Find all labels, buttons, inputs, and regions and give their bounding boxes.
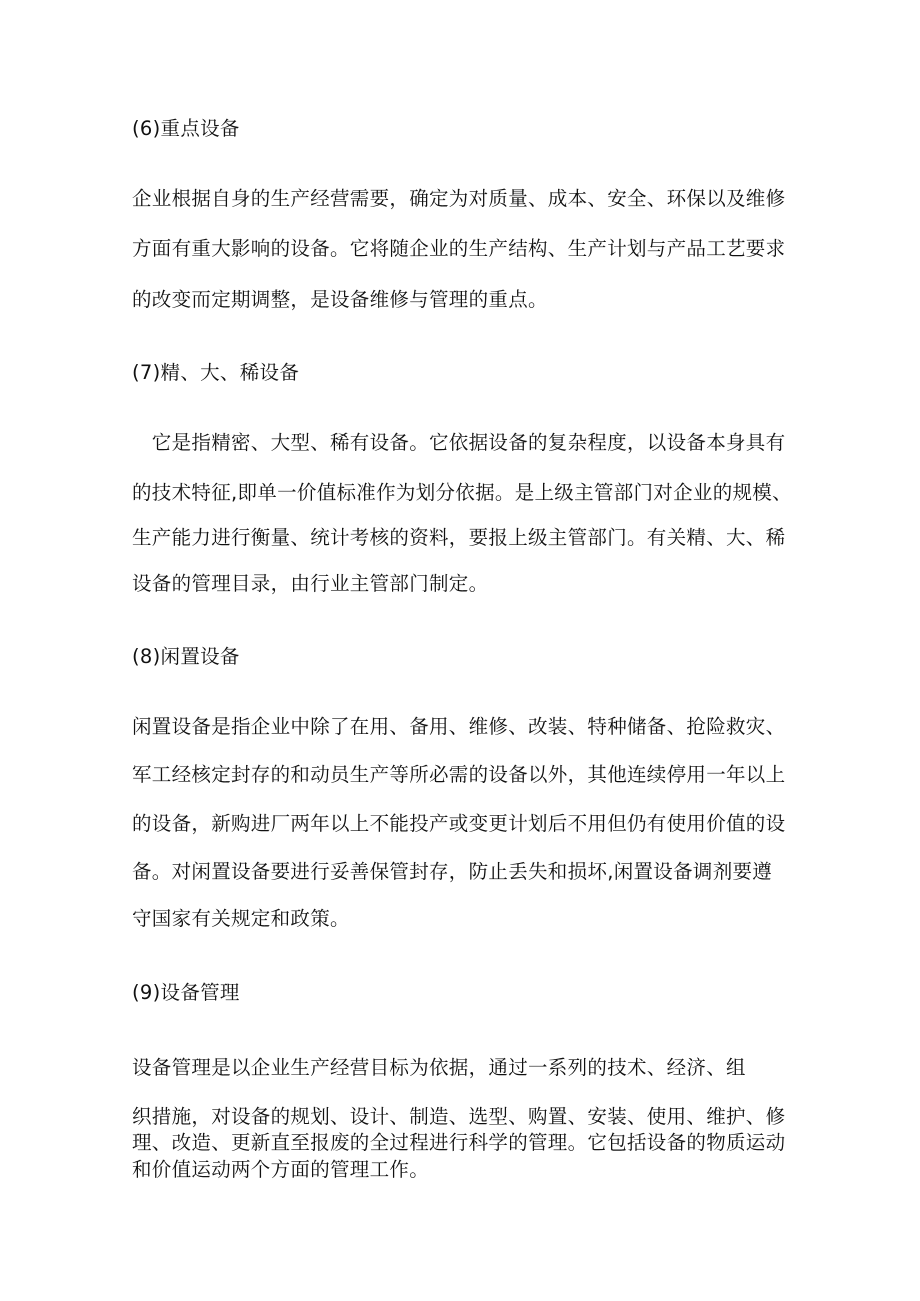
paragraph-line: 的技术特征,即单一价值标准作为划分依据。是上级主管部门对企业的规模、 [132,481,792,504]
paragraph-line: 的设备，新购进厂两年以上不能投产或变更计划后不用但仍有使用价值的设 [132,812,786,835]
section-heading: (9)设备管理 [132,981,240,1004]
paragraph-line: 它是指精密、大型、稀有设备。它依据设备的复杂程度，以设备本身具有 [132,431,786,454]
paragraph-line: 设备管理是以企业生产经营目标为依据，通过一系列的技术、经济、组 [132,1056,746,1079]
paragraph-line: 设备的管理目录，由行业主管部门制定。 [132,572,489,595]
paragraph-line: 理、改造、更新直至报废的全过程进行科学的管理。它包括设备的物质运动 [132,1131,786,1154]
section-heading: (8)闲置设备 [132,645,240,668]
paragraph-line: 生产能力进行衡量、统计考核的资料，要报上级主管部门。有关精、大、稀 [132,526,786,549]
paragraph-line: 企业根据自身的生产经营需要，确定为对质量、成本、安全、环保以及维修 [132,187,786,210]
section-heading: (7)精、大、稀设备 [132,361,300,384]
paragraph-line: 的改变而定期调整，是设备维修与管理的重点。 [132,288,548,311]
paragraph-line: 方面有重大影响的设备。它将随企业的生产结构、生产计划与产品工艺要求 [132,237,786,260]
paragraph-line: 军工经核定封存的和动员生产等所必需的设备以外，其他连续停用一年以上 [132,763,786,786]
paragraph-line: 织措施，对设备的规划、设计、制造、选型、购置、安装、使用、维护、修 [132,1105,786,1128]
paragraph-line: 闲置设备是指企业中除了在用、备用、维修、改装、特种储备、抢险救灾、 [132,715,786,738]
paragraph-line: 守国家有关规定和政策。 [132,907,350,930]
section-heading: (6)重点设备 [132,117,240,140]
paragraph-line: 备。对闲置设备要进行妥善保管封存，防止丢失和损坏,闲置设备调剂要遵 [132,860,773,883]
paragraph-line: 和价值运动两个方面的管理工作。 [132,1158,430,1181]
